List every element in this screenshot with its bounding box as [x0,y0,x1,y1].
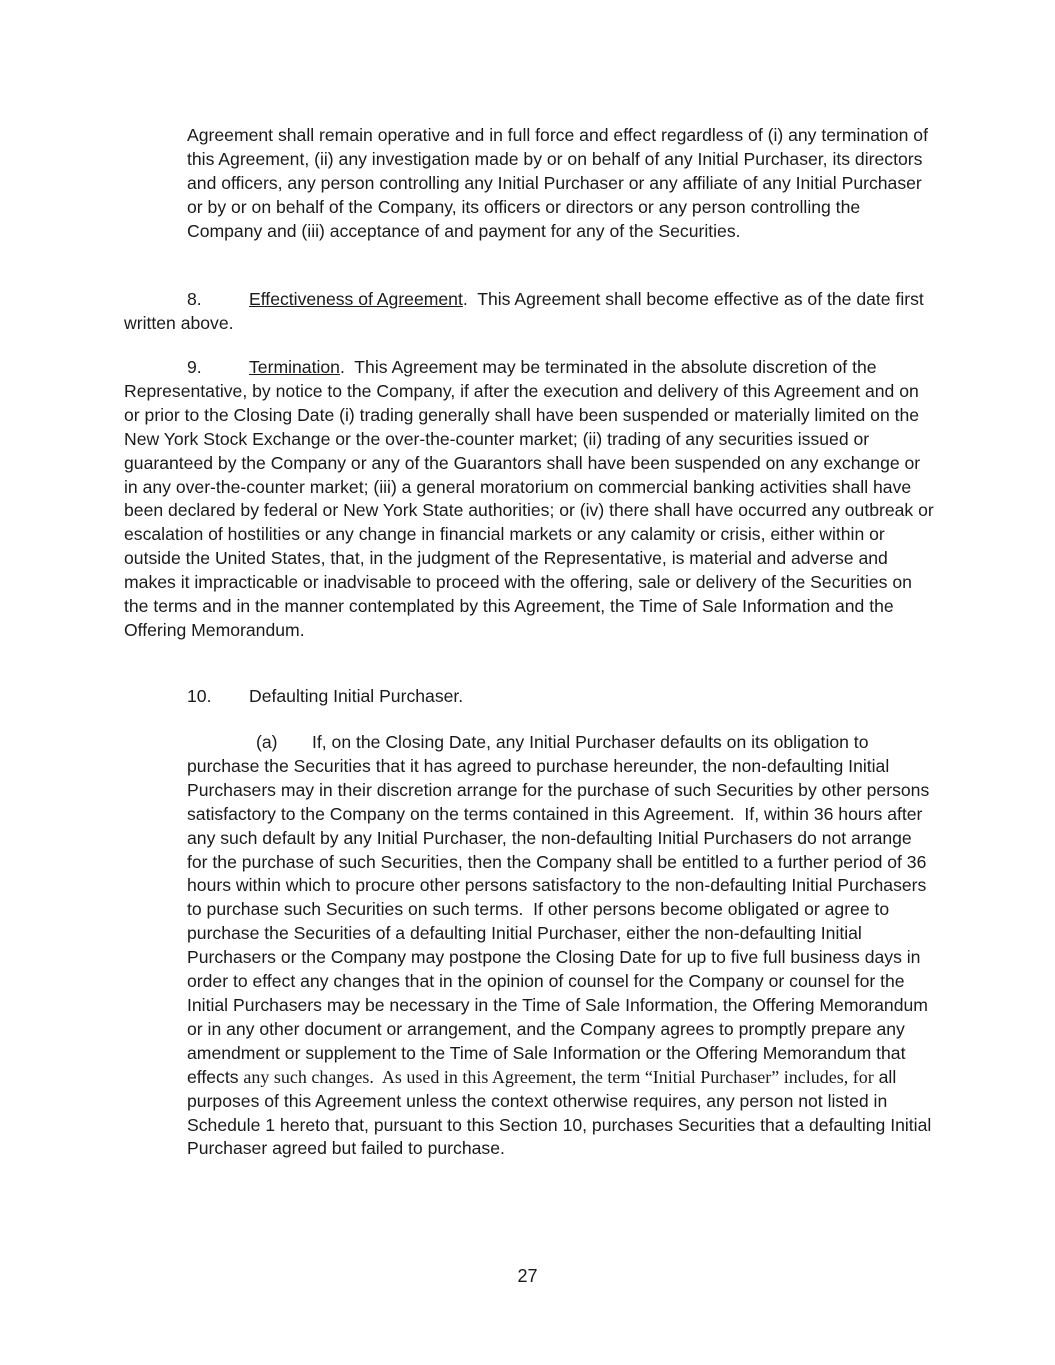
section-10-number: 10. [187,686,212,706]
section-10-heading-line [124,685,934,709]
section-9-heading: Termination [249,357,340,377]
section-10a-label: (a) [256,732,278,752]
section-8-body: This Agreement shall become effective as of the date first written above. [124,289,929,333]
page-number: 27 [517,1266,538,1286]
section-10-heading: Defaulting Initial Purchaser. [249,686,464,706]
section-8-paragraph [124,288,934,336]
section-9-number: 9. [187,357,202,377]
section-10a-body-serif: any such changes. As used in this Agreement, the term “Initial Purchaser” includes, for [243,1066,874,1087]
continuation-paragraph [187,124,932,244]
section-10a-paragraph [187,731,937,1161]
section-8-heading: Effectiveness of Agreement [249,289,463,309]
section-9-paragraph [124,356,939,643]
continuation-text: Agreement shall remain operative and in full force and effect regardless of (i) any termination of this Agreement, (ii) any investigation made by or on behalf of any Initial Purchaser, its directors and officers, any person controlling any Initial Purchaser or any affiliate of any Initial Purchaser or by or on behalf of the Company, its officers or directors or any person controlling the Company and (iii) acceptance of and payment for any of the Securities. [187,125,928,241]
section-8-number: 8. [187,289,202,309]
section-9-heading-punct: . [339,357,345,377]
section-9-body: This Agreement may be terminated in the absolute discretion of the Representative, by notice to the Company, if after the execution and delivery of this Agreement and on or prior to the Closing Date (i) trading generally shall have been suspended or materially limited on the New York Stock Exchange or the over-the-counter market; (ii) trading of any securities issued or guaranteed by the Company or any of the Guarantors shall have been suspended on any exchange or in any over-the-counter market; (iii) a general moratorium on commercial banking activities shall have been declared by federal or New York State authorities; or (iv) there shall have occurred any outbreak or escalation of hostilities or any change in financial markets or any calamity or crisis, either within or outside the United States, that, in the judgment of the Representative, is material and adverse and makes it impracticable or inadvisable to proceed with the offering, sale or delivery of the Securities on the terms and in the manner contemplated by this Agreement, the Time of Sale Information and the Offering Memorandum. [124,357,939,640]
section-10a-body-tail: all purposes of this Agreement unless the context otherwise requires, any person not listed in Schedule 1 hereto that, pursuant to this Section 10, purchases Securities that a defaulting Initial Purchaser agreed but failed to purchase. [187,1066,937,1159]
section-8-heading-punct: . [462,289,468,309]
section-10a-body: If, on the Closing Date, any Initial Purchaser defaults on its obligation to purchase the Securities that it has agreed to purchase hereunder, the non-defaulting Initial Purchasers may in their discretion arrange for the purchase of such Securities by other persons satisfactory to the Company on the terms contained in this Agreement. If, within 36 hours after any such default by any Initial Purchaser, the non-defaulting Initial Purchasers do not arrange for the purchase of such Securities, then the Company shall be entitled to a further period of 36 hours within which to procure other persons satisfactory to the non-defaulting Initial Purchasers to purchase such Securities on such terms. If other persons become obligated or agree to purchase the Securities of a defaulting Initial Purchaser, either the non-defaulting Initial Purchasers or the Company may postpone the Closing Date for up to five full business days in order to effect any changes that in the opinion of counsel for the Company or counsel for the Initial Purchasers may be necessary in the Time of Sale Information, the Offering Memorandum or in any other document or arrangement, and the Company agrees to promptly prepare any amendment or supplement to the Time of Sale Information or the Offering Memorandum that effects [187,732,935,1087]
